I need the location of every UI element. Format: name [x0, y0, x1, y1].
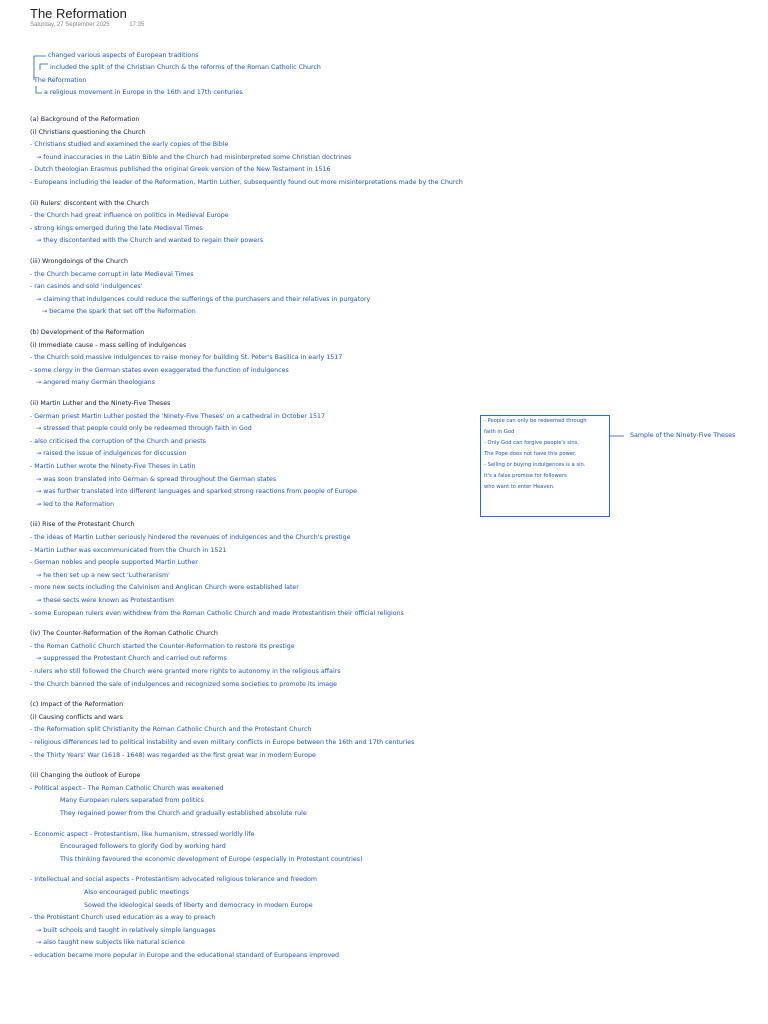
note-line: - Political aspect - The Roman Catholic Church was weakened: [30, 784, 224, 792]
note-line: - strong kings emerged during the late Medieval Times: [30, 224, 203, 232]
note-line: - Dutch theologian Erasmus published the original Greek version of the New Testament in 1516: [30, 166, 331, 174]
section-heading: (iv) The Counter-Reformation of the Roman Catholic Church: [30, 630, 218, 638]
note-line: - Martin Luther wrote the Ninety-Five Theses in Latin: [30, 463, 196, 470]
note-line: → was soon translated into German & spread throughout the German states: [36, 475, 277, 483]
note-line: - ran casinos and sold 'indulgences': [30, 283, 143, 291]
box-line: who want to enter Heaven.: [484, 484, 555, 490]
note-line: This thinking favoured the economic development of Europe (especially in Protestant countries): [60, 855, 363, 863]
page-time: 17:35: [129, 22, 145, 28]
note-line: → found inaccuracies in the Latin Bible and the Church had misinterpreted some Christian doctrines: [36, 153, 352, 161]
note-line: - education became more popular in Europe and the educational standard of Europeans improved: [30, 952, 340, 959]
note-line: - some clergy in the German states even exaggerated the function of indulgences: [30, 366, 289, 374]
note-line: - Christians studied and examined the early copies of the Bible: [30, 141, 229, 149]
note-line: - the Church banned the sale of indulgences and recognized some societies to promote its image: [30, 680, 337, 688]
box-line: - Only God can forgive people's sins.: [484, 440, 579, 446]
note-line: → raised the issue of indulgences for discussion: [36, 450, 187, 458]
box-line: It's a false promise for followers: [484, 473, 567, 479]
section-heading: (i) Christians questioning the Church: [30, 128, 146, 136]
note-line: → claiming that indulgences could reduce the sufferings of the purchasers and their relatives in purgatory: [36, 295, 371, 303]
note-line: → he then set up a new sect 'Lutheranism': [36, 571, 170, 579]
box-line: faith in God: [484, 429, 515, 435]
note-line: - also criticised the corruption of the Church and priests: [30, 437, 206, 445]
note-line: → was further translated into different languages and sparked strong reactions from people of Europe: [36, 488, 357, 496]
ninety-five-theses-box: [480, 415, 610, 517]
note-line: - Intellectual and social aspects - Protestantism advocated religious tolerance and freedom: [30, 876, 317, 884]
note-line: Also encouraged public meetings: [84, 889, 189, 896]
note-line: → became the spark that set off the Reformation: [42, 308, 196, 316]
section-heading: (ii) Changing the outlook of Europe: [30, 772, 141, 780]
intro-line: changed various aspects of European traditions: [48, 52, 199, 59]
section-heading: (ii) Rulers' discontent with the Church: [30, 199, 149, 207]
section-heading: (iii) Wrongdoings of the Church: [30, 258, 128, 265]
note-line: → suppressed the Protestant Church and carried out reforms: [36, 655, 227, 663]
box-line: The Pope does not have this power.: [484, 451, 577, 457]
note-line: Sowed the ideological seeds of liberty and democracy in modern Europe: [84, 901, 313, 909]
page-title: The Reformation: [30, 6, 127, 21]
box-line: - Selling or buying indulgences is a sin.: [484, 462, 586, 468]
note-line: - German nobles and people supported Martin Luther: [30, 559, 198, 567]
note-line: → they discontented with the Church and wanted to regain their powers: [36, 237, 264, 245]
intro-line: The Reformation: [34, 77, 87, 84]
note-line: - the Reformation split Christianity the Roman Catholic Church and the Protestant Church: [30, 726, 312, 734]
section-heading: (iii) Rise of the Protestant Church: [30, 521, 135, 529]
note-line: → these sects were known as Protestantism: [36, 597, 174, 604]
intro-line: included the split of the Christian Church & the reforms of the Roman Catholic Church: [50, 64, 321, 71]
note-line: - the ideas of Martin Luther seriously hindered the revenues of indulgences and the Church's prestige: [30, 534, 351, 541]
note-line: - German priest Martin Luther posted the 'Ninety-Five Theses' on a cathedral in October 1517: [30, 412, 325, 420]
section-heading: (a) Background of the Reformation: [30, 116, 140, 123]
note-line: Encouraged followers to glorify God by working hard: [60, 843, 226, 851]
note-line: - the Protestant Church used education as a way to preach: [30, 914, 216, 922]
note-line: - more new sects including the Calvinism and Anglican Church were established later: [30, 584, 299, 592]
note-line: - the Roman Catholic Church started the Counter-Reformation to restore its prestige: [30, 642, 295, 650]
note-line: - the Church sold massive indulgences to raise money for building St. Peter's Basilica in early 1517: [30, 354, 343, 362]
note-line: → stressed that people could only be redeemed through faith in God: [36, 425, 252, 433]
page-date: Saturday, 27 September 2025: [30, 22, 110, 28]
note-line: They regained power from the Church and gradually established absolute rule: [60, 810, 307, 817]
section-heading: (i) Immediate cause - mass selling of indulgences: [30, 341, 187, 349]
note-line: - Economic aspect - Protestantism, like humanism, stressed worldly life: [30, 830, 255, 838]
box-line: - People can only be redeemed through: [484, 418, 587, 424]
note-line: → built schools and taught in relatively simple languages: [36, 926, 216, 934]
note-line: - Europeans including the leader of the Reformation, Martin Luther, subsequently found out more misinterpretations made by the Church: [30, 179, 463, 186]
note-line: - rulers who still followed the Church were granted more rights to autonomy in the religious affairs: [30, 668, 341, 675]
note-line: - the Thirty Years' War (1618 - 1648) was regarded as the first great war in modern Europe: [30, 751, 316, 759]
note-line: - the Church had great influence on politics in Medieval Europe: [30, 212, 229, 220]
intro-line: a religious movement in Europe in the 16th and 17th centuries: [44, 89, 243, 96]
note-line: - Martin Luther was excommunicated from the Church in 1521: [30, 546, 227, 554]
note-line: → also taught new subjects like natural science: [36, 939, 185, 947]
note-line: → angered many German theologians: [36, 379, 155, 387]
note-line: - the Church became corrupt in late Medieval Times: [30, 270, 194, 278]
note-line: Many European rulers separated from politics: [60, 797, 204, 805]
section-heading: (ii) Martin Luther and the Ninety-Five Theses: [30, 400, 171, 407]
section-heading: (i) Causing conflicts and wars: [30, 713, 123, 721]
note-line: - some European rulers even withdrew from the Roman Catholic Church and made Protestantism their official religions: [30, 609, 404, 617]
note-line: - religious differences led to political instability and even military conflicts in Europe between the 16th and 17th centuries: [30, 739, 415, 746]
section-heading: (b) Development of the Reformation: [30, 329, 145, 336]
box-caption: Sample of the Ninety-Five Theses: [630, 432, 736, 439]
note-line: → led to the Reformation: [36, 500, 115, 508]
section-heading: (c) Impact of the Reformation: [30, 701, 124, 709]
